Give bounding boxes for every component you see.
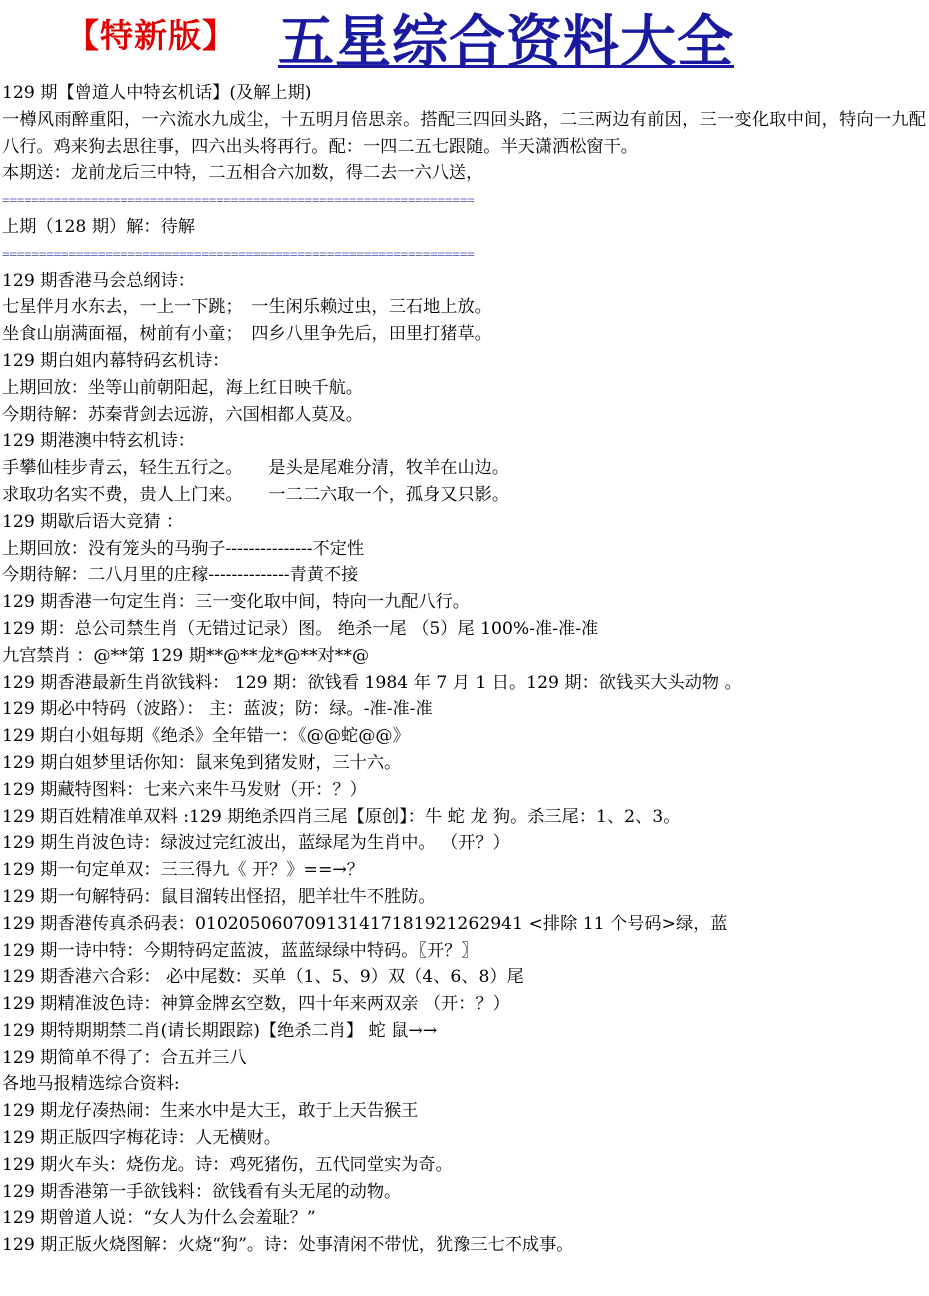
text-line: 129 期香港传真杀码表：0102050607091314171819212629​41 <排除 11 个号码>绿，蓝	[2, 913, 728, 934]
text-line: 129 期港澳中特玄机诗：	[2, 431, 195, 452]
text-line: 129 期一诗中特：今期特码定蓝波，蓝蓝绿绿中特码。〖开？〗	[2, 940, 479, 961]
text-line: 129 期香港最新生肖欲钱料： 129 期：欲钱看 1984 年 7 月 1 日。129 期：欲钱买大头动物 。	[2, 672, 742, 693]
text-line: 上期回放：没有笼头的马驹子---------------不定性	[2, 538, 365, 559]
text-line: 手攀仙桂步青云，轻生五行之。 是头是尾难分清，牧羊在山边。	[2, 458, 510, 479]
text-line: 129 期正版四字梅花诗：人无横财。	[2, 1128, 281, 1149]
header	[0, 0, 929, 80]
text-line: 今期待解：二八月里的庄稼--------------青黄不接	[2, 565, 359, 586]
text-line: 129 期：总公司禁生肖（无错过记录）图。 绝杀一尾 （5）尾 100%-准-准-准	[2, 618, 599, 639]
text-line: 129 期藏特图料：七来六来牛马发财（开：？）	[2, 779, 367, 800]
text-line: 129 期龙仔凑热闹：生来水中是大王，敢于上天告猴王	[2, 1101, 419, 1122]
text-line: 129 期香港第一手欲钱料：欲钱看有头无尾的动物。	[2, 1181, 402, 1202]
text-line: 129 期特期期禁二肖(请长期跟踪)【绝杀二肖】 蛇 鼠→→	[2, 1020, 438, 1041]
text-line: 七星伴月水东去，一上一下跳； 一生闲乐赖过虫，三石地上放。	[2, 297, 492, 318]
text-line: 129 期一句解特码：鼠目溜转出怪招，肥羊壮牛不胜防。	[2, 886, 436, 907]
document-body	[2, 80, 926, 1259]
text-line: 129 期一句定单双：三三得九《 开？》==→？	[2, 860, 364, 881]
text-line: 129 期【曾道人中特玄机话】(及解上期)	[2, 83, 312, 103]
text-line: 九宫禁肖 ：@**第 129 期**@**龙*@**对**@	[2, 645, 370, 666]
text-line: 本期送：龙前龙后三中特，二五相合六加数，得二去一六八送，	[2, 163, 484, 184]
text-line: 129 期正版火烧图解：火烧“狗”。诗：处事清闲不带忧，犹豫三七不成事。	[2, 1235, 574, 1256]
separator: ================================================================	[2, 192, 475, 208]
text-line: 今期待解：苏秦背剑去远游，六国相都人莫及。	[2, 404, 363, 425]
edition-tag: 【特新版】	[66, 16, 236, 55]
poem-paragraph: 一樽风雨醉重阳，一六流水九成尘，十五明月倍思亲。搭配三四回头路，二三两边有前因，三一变化取中间，特向一九配八行。鸡来狗去思往事，四六出头将再行。配：一四二五七跟随。半天潇洒松窗干。	[2, 109, 926, 157]
text-line: 129 期精准波色诗：神算金牌玄空数，四十年来两双亲 （开：？）	[2, 994, 510, 1015]
text-line: 129 期曾道人说：“女人为什么会羞耻？”	[2, 1208, 316, 1229]
text-line: 上期回放：坐等山前朝阳起，海上红日映千航。	[2, 377, 363, 398]
text-line: 129 期必中特码（波路）： 主：蓝波；防：绿。-准-准-准	[2, 699, 433, 720]
separator: ================================================================	[2, 245, 475, 261]
text-line: 求取功名实不费，贵人上门来。 一二二六取一个，孤身又只影。	[2, 484, 510, 505]
page-title: 五星综合资料大全	[278, 9, 734, 75]
text-line: 129 期白小姐每期《绝杀》全年错一：《@@蛇@@》	[2, 726, 410, 747]
text-line: 129 期百姓精准单双料 :129 期绝杀四肖三尾【原创】：牛 蛇 龙 狗。杀三尾：1、2、3。	[2, 806, 681, 827]
text-line: 129 期歇后语大竞猜 ：	[2, 511, 184, 532]
text-line: 129 期白姐梦里话你知：鼠来兔到猪发财，三十六。	[2, 752, 402, 773]
text-line: 坐食山崩满面福，树前有小童； 四乡八里争先后，田里打猪草。	[2, 324, 492, 345]
text-line: 129 期白姐内幕特码玄机诗：	[2, 350, 230, 371]
text-line: 129 期香港马会总纲诗：	[2, 270, 195, 291]
text-line: 129 期简单不得了：合五并三八	[2, 1047, 247, 1068]
text-line: 129 期香港一句定生肖：三一变化取中间，特向一九配八行。	[2, 592, 470, 613]
text-line: 129 期火车头：烧伤龙。诗：鸡死猪伤，五代同堂实为奇。	[2, 1154, 453, 1175]
text-line: 129 期香港六合彩： 必中尾数：买单（1、5、9）双（4、6、8）尾	[2, 967, 524, 988]
text-line: 各地马报精选综合资料:	[2, 1074, 180, 1095]
text-line: 129 期生肖波色诗：绿波过完红波出，蓝绿尾为生肖中。 （开？）	[2, 833, 510, 854]
text-line: 上期（128 期）解：待解	[2, 216, 195, 237]
